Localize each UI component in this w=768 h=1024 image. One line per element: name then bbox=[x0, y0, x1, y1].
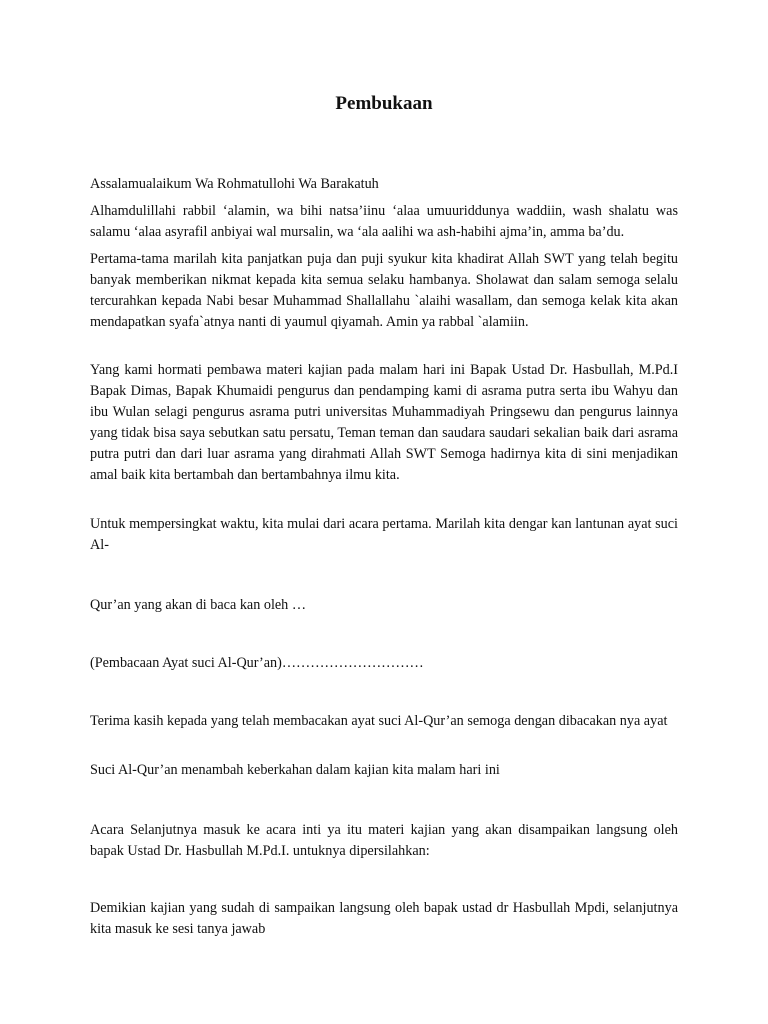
first-agenda-paragraph: Untuk mempersingkat waktu, kita mulai dari acara pertama. Marilah kita dengar kan lantunan ayat suci Al- bbox=[90, 516, 678, 554]
recitation-paragraph: (Pembacaan Ayat suci Al-Qur’an)………………………… bbox=[90, 655, 424, 672]
reciter-paragraph: Qur’an yang akan di baca kan oleh … bbox=[90, 597, 307, 614]
main-agenda-paragraph: Acara Selanjutnya masuk ke acara inti ya itu materi kajian yang akan disampaikan langsung oleh bapak Ustad Dr. Hasbullah M.Pd.I. untuknya dipersilahkan: bbox=[90, 822, 678, 860]
greeting-paragraph: Assalamualaikum Wa Rohmatullohi Wa Barakatuh bbox=[90, 176, 379, 193]
qa-session-paragraph: Demikian kajian yang sudah di sampaikan langsung oleh bapak ustad dr Hasbullah Mpdi, selanjutnya kita masuk ke sesi tanya jawab bbox=[90, 900, 678, 938]
blessing-paragraph: Suci Al-Qur’an menambah keberkahan dalam kajian kita malam hari ini bbox=[90, 762, 500, 779]
document-title: Pembukaan bbox=[335, 93, 433, 114]
opening-prayer-paragraph: Alhamdulillahi rabbil ‘alamin, wa bihi natsa’iinu ‘alaa umuuriddunya waddiin, wash shalatu was salamu ‘alaa asyrafil anbiyai wal mursalin, wa ‘ala aalihi wa ash-habihi ajma’in, amma ba’du. bbox=[90, 203, 678, 241]
thanks-paragraph: Terima kasih kepada yang telah membacakan ayat suci Al-Qur’an semoga dengan dibacakan nya ayat bbox=[90, 713, 668, 730]
gratitude-paragraph: Pertama-tama marilah kita panjatkan puja dan puji syukur kita khadirat Allah SWT yang telah begitu banyak memberikan nikmat kepada kita semua selaku hambanya. Sholawat dan salam semoga selalu tercurahkan kepada Nabi besar Muhammad Shallallahu `alaihi wasallam, dan semoga kelak kita akan mendapatkan syafa`atnya nanti di yaumul qiyamah. Amin ya rabbal `alamiin. bbox=[90, 251, 678, 331]
respect-paragraph: Yang kami hormati pembawa materi kajian pada malam hari ini Bapak Ustad Dr. Hasbullah, M.Pd.I Bapak Dimas, Bapak Khumaidi pengurus dan pendamping kami di asrama putra serta ibu Wahyu dan ibu Wulan selagi pengurus asrama putri universitas Muhammadiyah Pringsewu dan pengurus lainnya yang tidak bisa saya sebutkan satu persatu, Teman teman dan saudara saudari sekalian baik dari asrama putra putri dan dari luar asrama yang dirahmati Allah SWT Semoga hadirnya kita di sini menjadikan amal baik kita bertambah dan bertambahnya ilmu kita. bbox=[90, 362, 678, 484]
